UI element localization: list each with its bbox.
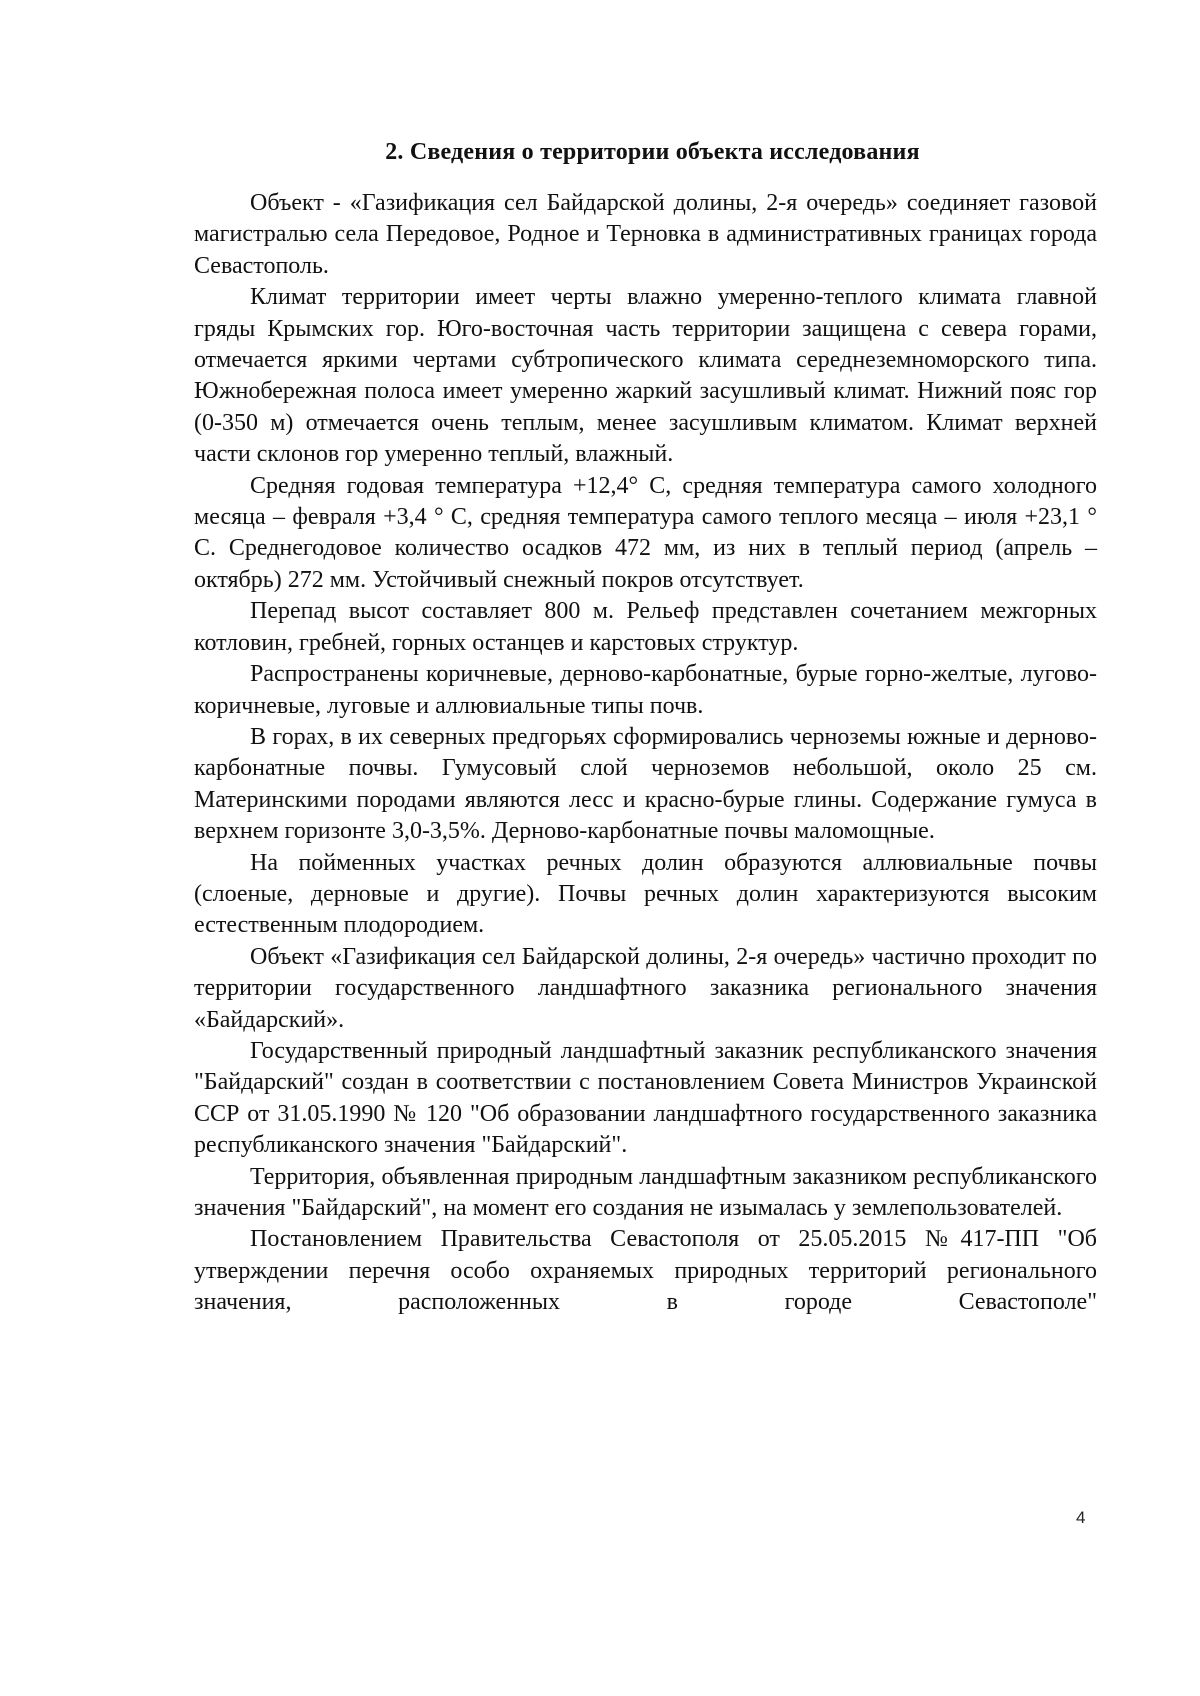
paragraph-reserve-crossing: Объект «Газификация сел Байдарской долины, 2-я очередь» частично проходит по территории государственного ландшафтного заказника регионального значения «Байдарский». [194,943,1097,1033]
paragraph-floodplain-soils: На пойменных участках речных долин образуются аллювиальные почвы (слоеные, дерновые и другие). Почвы речных долин характеризуются высоким естественным плодородием. [194,849,1097,939]
paragraph-reserve-creation: Государственный природный ландшафтный заказник республиканского значения "Байдарский" создан в соответствии с постановлением Совета Министров Украинской ССР от 31.05.1990 № 120 "Об образовании ландшафтного государственного заказника республиканского значения "Байдарский". [194,1037,1097,1159]
paragraph-object-description: Объект - «Газификация сел Байдарской долины, 2-я очередь» соединяет газовой магистралью села Передовое, Родное и Терновка в административных границах города Севастополь. [194,190,1097,279]
paragraph-soil-types: Распространены коричневые, дерново-карбонатные, бурые горно-желтые, лугово-коричневые, луговые и аллювиальные типы почв. [194,661,1097,719]
section-title: 2. Сведения о территории объекта исследования [385,139,920,165]
paragraph-climate: Климат территории имеет черты влажно умеренно-теплого климата главной гряды Крымских гор. Юго-восточная часть территории защищена с севера горами, отмечается яркими чертами субтропического климата середнеземноморского типа. Южнобережная полоса имеет умеренно жаркий засушливый климат. Нижний пояс гор (0-350 м) отмечается очень теплым, менее засушливым климатом. Климат верхней части склонов гор умеренно теплый, влажный. [194,284,1097,468]
paragraph-territory-status: Территория, объявленная природным ландшафтным заказником республиканского значения "Байдарский", на момент его создания не изымалась у землепользователей. [194,1163,1097,1221]
document-body [194,136,1097,1319]
paragraph-temperature: Средняя годовая температура +12,4° С, средняя температура самого холодного месяца – февраля +3,4 ° С, средняя температура самого теплого месяца – июля +23,1 ° С. Среднегодовое количество осадков 472 мм, из них в теплый период (апрель – октябрь) 272 мм. Устойчивый снежный покров отсутствует. [194,472,1097,593]
paragraph-mountain-soils: В горах, в их северных предгорьях сформировались черноземы южные и дерново-карбонатные почвы. Гумусовый слой черноземов небольшой, около 25 см. Материнскими породами являются лесс и красно-бурые глины. Содержание гумуса в верхнем горизонте 3,0-3,5%. Дерново-карбонатные почвы маломощные. [194,723,1097,845]
paragraph-relief: Перепад высот составляет 800 м. Рельеф представлен сочетанием межгорных котловин, гребней, горных останцев и карстовых структур. [194,598,1097,656]
page-number: 4 [1076,1508,1086,1527]
paragraph-government-decree: Постановлением Правительства Севастополя от 25.05.2015 №417-ПП "Об утверждении перечня особо охраняемых природных территорий регионального значения, расположенных в городе Севастополе" [194,1226,1097,1316]
